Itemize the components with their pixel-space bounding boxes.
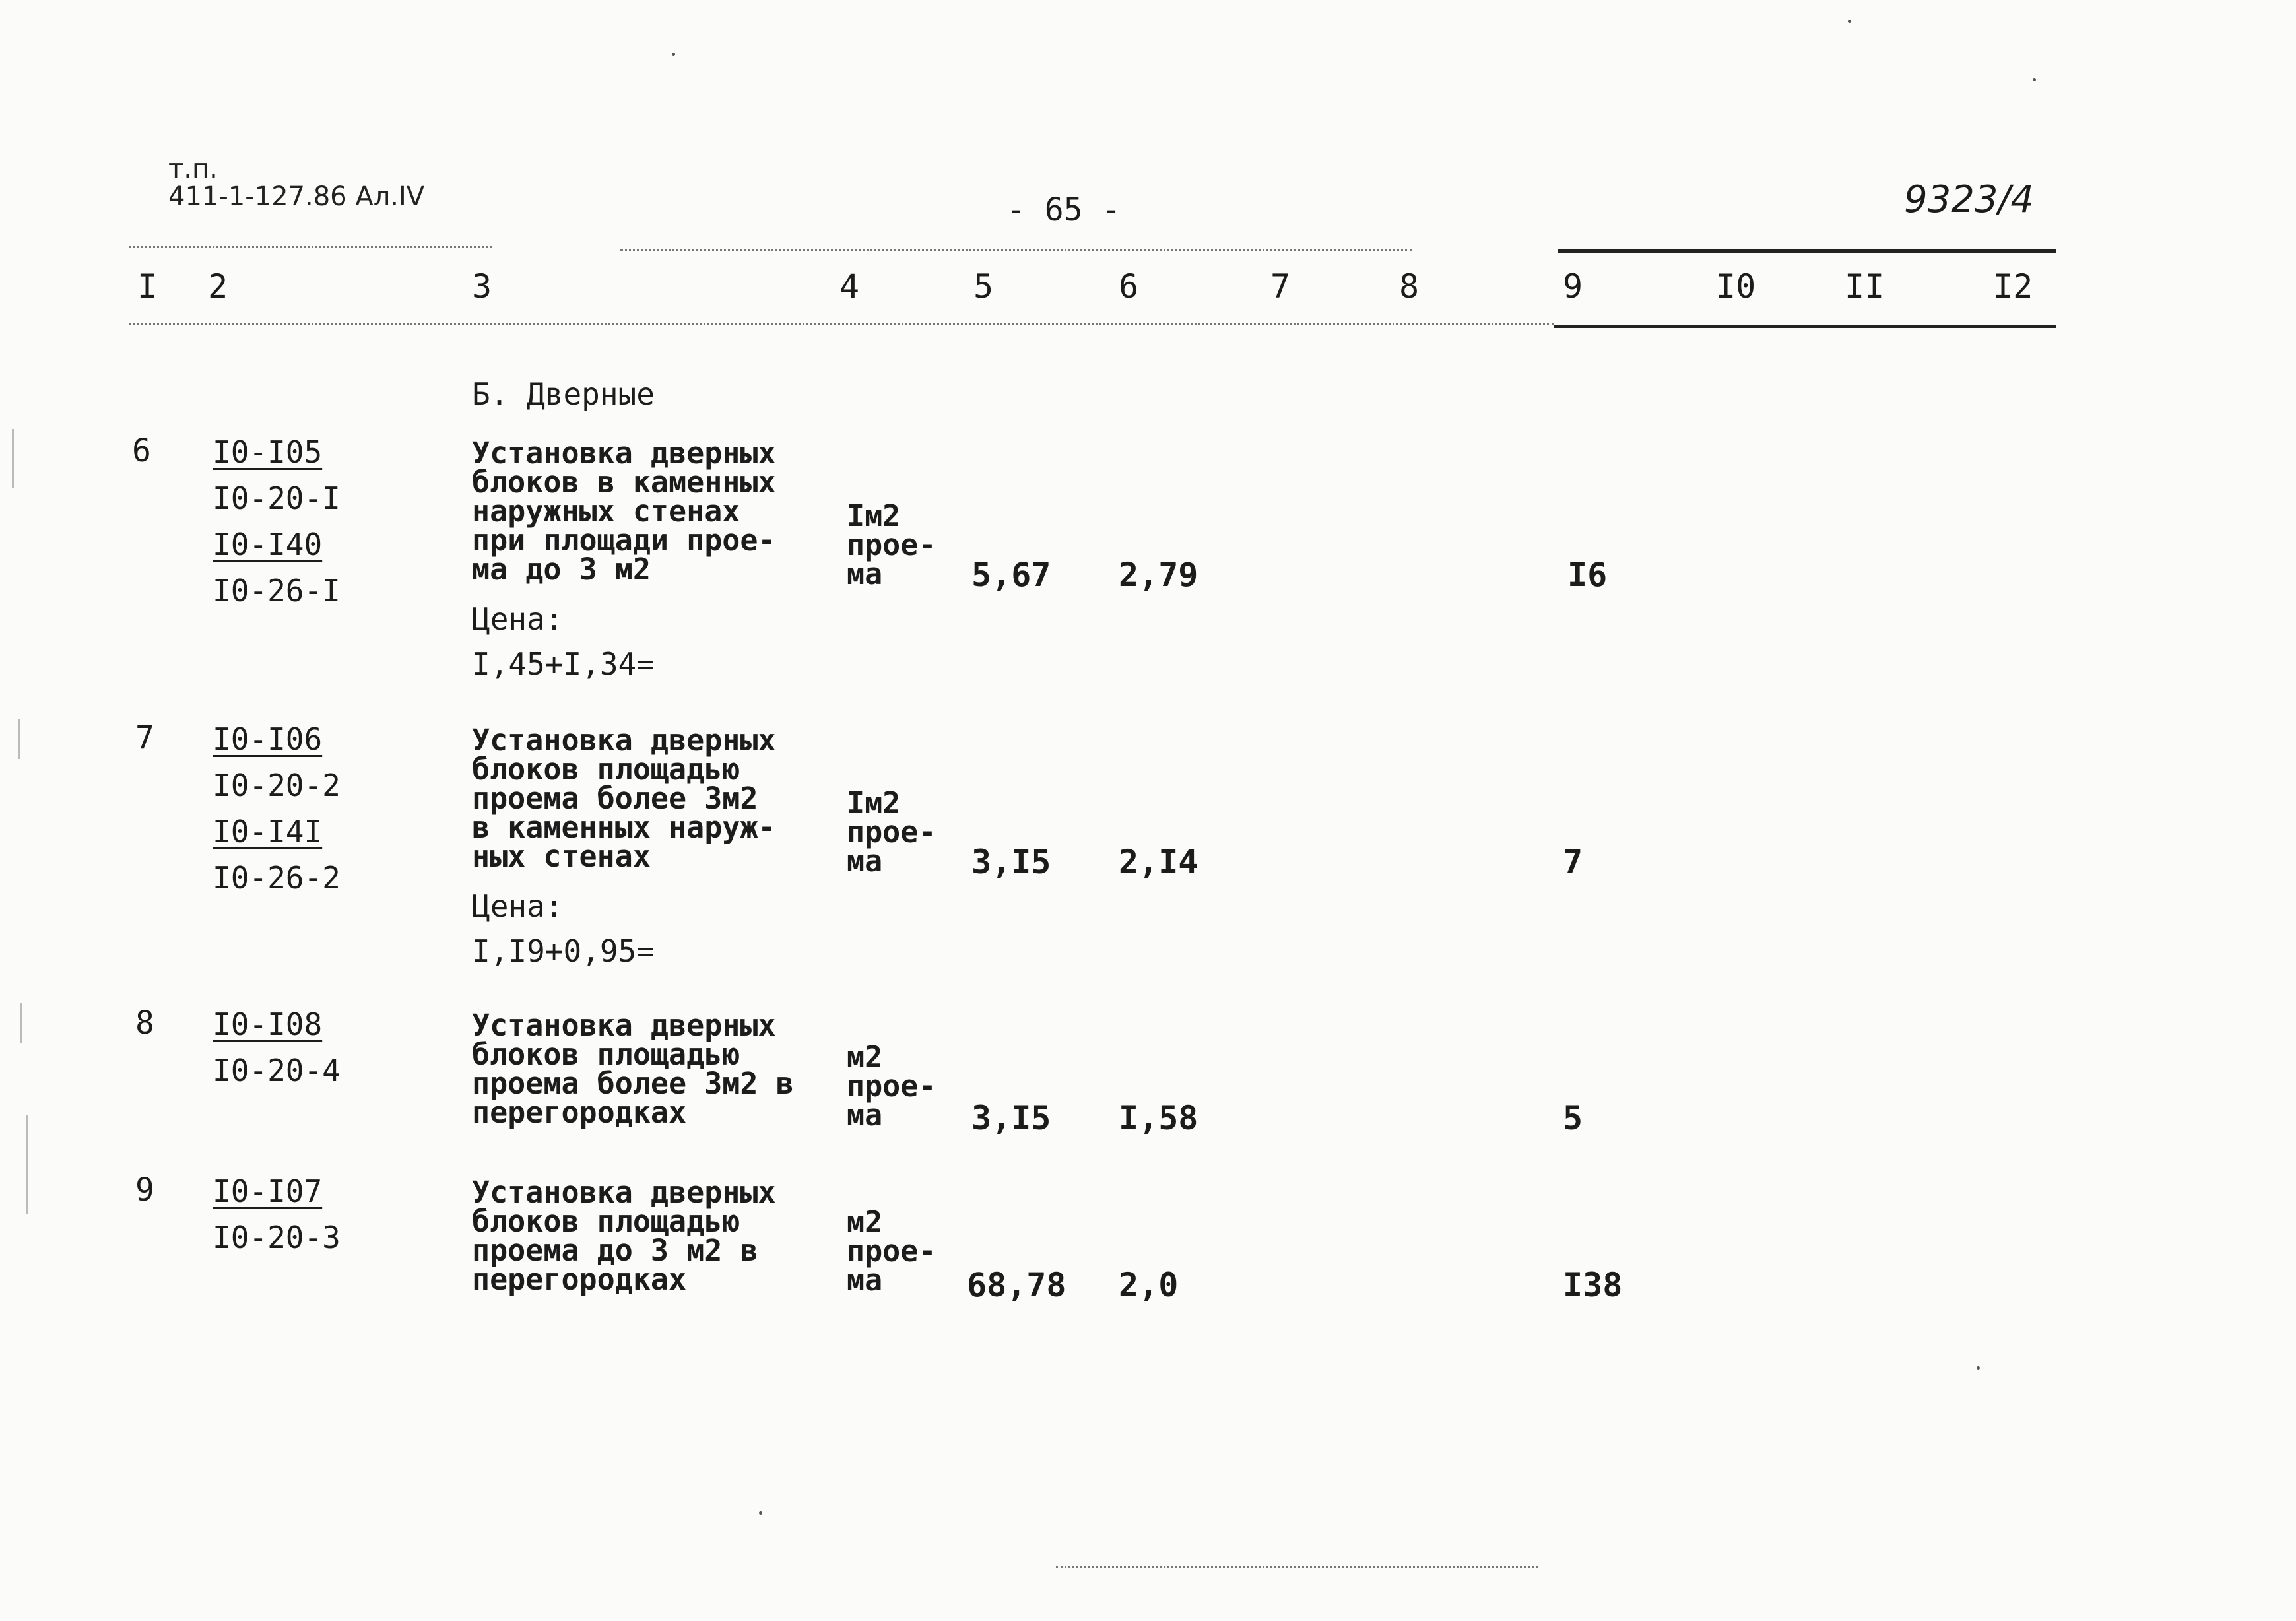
scan-speck bbox=[2033, 78, 2036, 81]
unit-of-measure: м2 прое- ма bbox=[847, 1205, 936, 1298]
column-header-7: 7 bbox=[1270, 267, 1291, 306]
row-number: 7 bbox=[135, 719, 154, 756]
unit-of-measure: м2 прое- ма bbox=[847, 1040, 936, 1133]
binding-margin-mark bbox=[12, 429, 14, 488]
column-header-11: II bbox=[1845, 267, 1885, 306]
work-description: Установка дверных блоков площадью проема более 3м2 в каменных наруж- ных стенах bbox=[472, 723, 776, 874]
column-header-12: I2 bbox=[1993, 267, 2033, 306]
norm-code: I0-I4I bbox=[213, 814, 323, 849]
norm-code: I0-20-I bbox=[213, 480, 341, 516]
norm-code: I0-26-2 bbox=[213, 860, 341, 896]
document-code: т.п. 411-1-127.86 Ал.IV bbox=[168, 154, 425, 212]
row-codes bbox=[213, 1001, 341, 1094]
norm-code: I0-I07 bbox=[213, 1174, 323, 1209]
norm-code: I0-26-I bbox=[213, 573, 341, 609]
col6-value: 2,I4 bbox=[1119, 843, 1198, 881]
footer-scan-line bbox=[1056, 1566, 1538, 1568]
column-header-5: 5 bbox=[973, 267, 994, 306]
work-description: Установка дверных блоков площадью проема до 3 м2 в перегородках bbox=[472, 1175, 776, 1297]
scan-speck bbox=[759, 1511, 762, 1515]
norm-code: I0-20-4 bbox=[213, 1053, 341, 1088]
row-number: 8 bbox=[135, 1005, 154, 1042]
column-header-4: 4 bbox=[839, 267, 860, 306]
norm-code: I0-I40 bbox=[213, 527, 323, 562]
header-underline-left bbox=[129, 246, 492, 248]
binding-margin-mark bbox=[18, 719, 20, 759]
row-number: 9 bbox=[135, 1172, 154, 1208]
norm-code: I0-20-2 bbox=[213, 768, 341, 803]
column-header-6: 6 bbox=[1119, 267, 1139, 306]
scan-speck bbox=[1848, 20, 1851, 23]
norm-code: I0-20-3 bbox=[213, 1220, 341, 1255]
price-formula: I,I9+0,95= bbox=[472, 933, 655, 969]
column-header-underline-left bbox=[129, 323, 1554, 325]
page-number: - 65 - bbox=[1006, 191, 1121, 228]
scan-speck bbox=[1977, 1366, 1980, 1370]
work-description: Установка дверных блоков площадью проема более 3м2 в перегородках bbox=[472, 1008, 794, 1130]
binding-margin-mark bbox=[20, 1003, 22, 1043]
price-label: Цена: bbox=[472, 601, 564, 637]
col9-value: 7 bbox=[1563, 843, 1583, 881]
row-codes bbox=[213, 1168, 341, 1261]
price-label: Цена: bbox=[472, 888, 564, 924]
col5-value: 68,78 bbox=[967, 1266, 1066, 1304]
table-top-rule bbox=[1558, 249, 2056, 253]
header-underline-mid bbox=[620, 249, 1412, 251]
row-codes bbox=[213, 429, 341, 614]
work-description: Установка дверных блоков в каменных наружных стенах при площади прое- ма до 3 м2 bbox=[472, 436, 776, 587]
column-header-10: I0 bbox=[1716, 267, 1756, 306]
col9-value: I6 bbox=[1567, 556, 1608, 594]
col5-value: 5,67 bbox=[971, 556, 1051, 594]
norm-code: I0-I05 bbox=[213, 434, 323, 470]
column-header-underline-right bbox=[1554, 325, 2056, 328]
col6-value: 2,79 bbox=[1119, 556, 1198, 594]
column-header-8: 8 bbox=[1399, 267, 1420, 306]
col6-value: I,58 bbox=[1119, 1099, 1198, 1137]
col5-value: 3,I5 bbox=[971, 1099, 1051, 1137]
col6-value: 2,0 bbox=[1119, 1266, 1179, 1304]
column-header-1: I bbox=[137, 267, 158, 306]
sheet-number: 9323/4 bbox=[1904, 178, 2035, 221]
unit-of-measure: Iм2 прое- ма bbox=[847, 498, 936, 591]
section-title: Б. Дверные bbox=[472, 376, 655, 412]
row-number: 6 bbox=[132, 432, 151, 469]
col5-value: 3,I5 bbox=[971, 843, 1051, 881]
col9-value: 5 bbox=[1563, 1099, 1583, 1137]
column-header-3: 3 bbox=[472, 267, 492, 306]
column-header-2: 2 bbox=[208, 267, 228, 306]
price-formula: I,45+I,34= bbox=[472, 646, 655, 682]
column-header-9: 9 bbox=[1563, 267, 1583, 306]
row-codes bbox=[213, 716, 341, 901]
binding-margin-mark bbox=[26, 1115, 28, 1214]
norm-code: I0-I08 bbox=[213, 1007, 323, 1042]
unit-of-measure: Iм2 прое- ма bbox=[847, 785, 936, 878]
col9-value: I38 bbox=[1563, 1266, 1623, 1304]
norm-code: I0-I06 bbox=[213, 721, 323, 757]
scan-speck bbox=[672, 53, 675, 56]
